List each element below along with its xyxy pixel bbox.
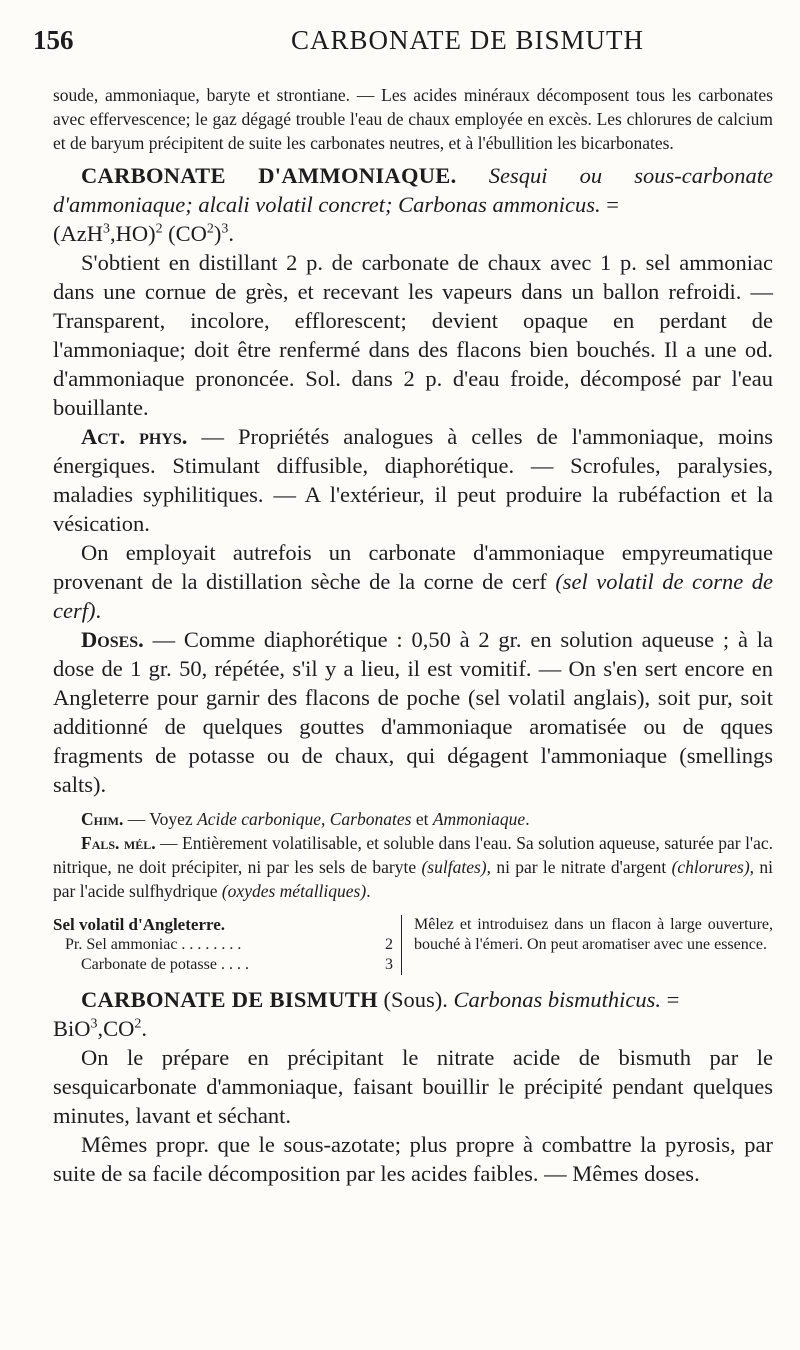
recipe-title: Sel volatil d'Angleterre. bbox=[53, 915, 226, 934]
running-title: CARBONATE DE BISMUTH bbox=[291, 25, 645, 55]
recipe-box bbox=[53, 915, 773, 975]
ammoniaque-chim: Chim. — Voyez Acide carbonique, Carbonates et Ammoniaque. bbox=[81, 809, 530, 829]
page-number: 156 bbox=[33, 25, 74, 55]
bismuth-formula: $BiO^3,CO^2$. bbox=[53, 1016, 147, 1041]
ammoniaque-preparation: S'obtient en distillant 2 p. de carbonate de chaux avec 1 p. sel ammoniac dans une cornue de grès, et recevant les vapeurs dans un ballon refroidi. — Transparent, incolore, efflorescent; devient opaque en perdant de l'ammoniaque; doit être renfermé dans des flacons bien bouchés. Il a une od. d'ammoniaque prononcée. Sol. dans 2 p. d'eau froide, décomposé par l'eau bouillante. bbox=[53, 250, 773, 420]
recipe-row: Pr. Sel ammoniac . . . . . . . . 2 bbox=[65, 936, 393, 953]
bismuth-preparation: On le prépare en précipitant le nitrate acide de bismuth par le sesquicarbonate d'ammoniaque, faisant bouillir le précipité pendant quelques minutes, lavant et séchant. bbox=[53, 1045, 773, 1128]
intro-paragraph: soude, ammoniaque, baryte et strontiane. — Les acides minéraux décomposent tous les carbonates avec effervescence; le gaz dégagé trouble l'eau de chaux employée en excès. Les chlorures de calcium et de baryum précipitent de suite les carbonates neutres, et à l'ébullition les bicarbonates. bbox=[53, 85, 773, 153]
ammoniaque-action: Act. phys. — Propriétés analogues à celles de l'ammoniaque, moins énergiques. Stimulant diffusible, diaphorétique. — Scrofules, paralysies, maladies syphilitiques. — A l'extérieur, il peut produire la rubéfaction et la vésication. bbox=[53, 424, 773, 536]
ammoniaque-fals: Fals. mél. — Entièrement volatilisable, et soluble dans l'eau. Sa solution aqueuse, saturée par l'ac. nitrique, ne doit précipiter, ni par les sels de baryte (sulfates), ni par le nitrate d'argent (chlorures), ni par l'acide sulfhydrique (oxydes métalliques). bbox=[53, 833, 773, 901]
ammoniaque-heading: CARBONATE D'AMMONIAQUE. bbox=[81, 163, 457, 188]
fals-label: Fals. mél. bbox=[81, 833, 156, 853]
bismuth-heading: CARBONATE DE BISMUTH bbox=[81, 987, 378, 1012]
page-body bbox=[53, 83, 773, 1188]
recipe-row: Carbonate de potasse . . . . 3 bbox=[81, 956, 393, 973]
ammoniaque-entry-heading: CARBONATE D'AMMONIAQUE. Sesqui ou sous-carbonate d'ammoniaque; alcali volatil concret; Carbonas ammonicus. = bbox=[53, 163, 774, 217]
ammoniaque-doses: Doses. — Comme diaphorétique : 0,50 à 2 gr. en solution aqueuse ; à la dose de 1 gr. 50, répétée, s'il y a lieu, il est vomitif. — On s'en sert encore en Angleterre pour garnir des flacons de poche (sel volatil anglais), soit pur, soit additionné de quelques gouttes d'ammoniaque aromatisée ou de qques fragments de potasse ou de chaux, qui dégagent l'ammoniaque (smellings salts). bbox=[53, 627, 773, 797]
bismuth-properties: Mêmes propr. que le sous-azotate; plus propre à combattre la pyrosis, par suite de sa facile décomposition par les acides faibles. — Mêmes doses. bbox=[53, 1132, 773, 1186]
recipe-instructions: Mêlez et introduisez dans un flacon à large ouverture, bouché à l'émeri. On peut aromatiser avec une essence. bbox=[401, 915, 773, 975]
bismuth-entry-heading: CARBONATE DE BISMUTH (Sous). Carbonas bismuthicus. = bbox=[81, 987, 680, 1012]
act-phys-label: Act. phys. bbox=[81, 424, 188, 449]
doses-label: Doses. bbox=[81, 627, 144, 652]
bismuth-latin: Carbonas bismuthicus. bbox=[453, 987, 662, 1012]
ammoniaque-historic: On employait autrefois un carbonate d'ammoniaque empyreumatique provenant de la distillation sèche de la corne de cerf (sel volatil de corne de cerf). bbox=[53, 540, 773, 623]
recipe-ingredients bbox=[53, 915, 393, 975]
ammoniaque-synonyms: Sesqui ou sous-carbonate d'ammoniaque; alcali volatil concret; Carbonas ammonicus. bbox=[53, 163, 774, 217]
chim-label: Chim. bbox=[81, 809, 124, 829]
ammoniaque-formula: $(AzH^3,HO)^2$ $(CO^2)^3$. bbox=[53, 221, 234, 246]
page-header bbox=[33, 20, 773, 60]
